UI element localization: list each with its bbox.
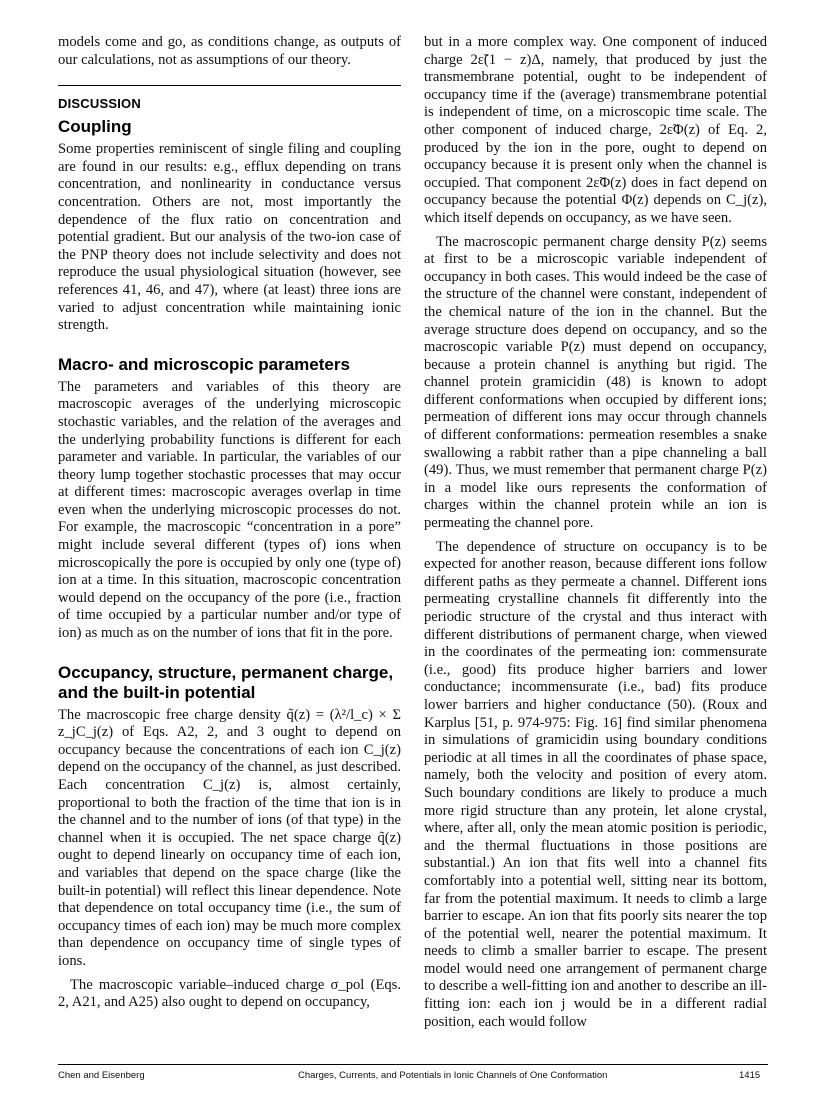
paragraph-permanent-charge: The macroscopic permanent charge density P(z) seems at first to be a microscopic variable independent of occupancy in both cases. This would indeed be the case of the structure of the channel were constant, independent of the chemical nature of the ion in the channel. But the average structure does depend on occupancy, and so the macroscopic variable P(z) must depend on occupancy, because a protein channel is anything but rigid. The channel protein gramicidin (48) is known to adopt different conformations when occupied by different ions; permeation of different ions may occur through channels of different conformations: permeation resembles a snake swallowing a rabbit rather than a pipe channeling a ball (49). Thus, we must remember that permanent charge P(z) in a model like ours represents the conformation of charges within the channel protein while an ion is permeating the channel pore. [424,233,767,532]
footer-rule [58,1064,768,1065]
subsection-heading-occupancy: Occupancy, structure, permanent charge, and the built-in potential [58,662,394,702]
paragraph-structure-occupancy: The dependence of structure on occupancy is to be expected for another reason, because different ions follow different paths as they permeate a channel. Different ions permeating crystalline channels fit differently into the periodic structure of the crystal and thus interact with different distributions of permanent charge, when viewed in the coordinates of the permeating ion: commensurate (i.e., good) fits produce higher barriers and lower conductance; incommensurate (i.e., bad) fits produce lower barriers and higher conductance (50). (Roux and Karplus [51, p. 974-975: Fig. 16] find similar phenomena in simulations of gramicidin using boundary conditions periodic at all times in all the coordinates of phase space, namely, both the velocity and position of every atom. Such boundary conditions are likely to produce a much more rigid structure than any protein, let alone crystal, where, after all, only the mean atomic position is periodic, and the thermal fluctuations in those positions are substantial.) An ion that fits well into a channel fits comfortably into a potential well, sitting near its bottom, far from the potential maximum. It needs to climb a large barrier to escape. An ion that fits poorly sits nearer the top of the potential well, nearer the potential maximum. It needs to climb a smaller barrier to escape. The present model would need one arrangement of permanent charge to describe a well-fitting ion and another to describe an ill-fitting ion: each ion j would be in a different radial position, each would follow [424,538,767,1030]
paragraph-occupancy-2: The macroscopic variable–induced charge σ_pol (Eqs. 2, A21, and A25) also ought to depend on occupancy, [58,976,401,1011]
footer-title: Charges, Currents, and Potentials in Ionic Channels of One Conformation [298,1070,608,1081]
continued-paragraph: models come and go, as conditions change, as outputs of our calculations, not as assumptions of our theory. [58,34,401,68]
section-rule [58,85,401,86]
footer-authors: Chen and Eisenberg [58,1070,145,1081]
paragraph-coupling: Some properties reminiscent of single filing and coupling are found in our results: e.g., efflux depending on trans concentration, and nonlinearity in conductance versus concentration. Others are not, most importantly the dependence of the flux ratio on concentration and potential gradient. But our analysis of the two-ion case of the PNP theory does not include selectivity and does not reproduce the usual physiological situation (however, see references 41, 46, and 47), where (at least) three ions are varied to adjust concentration while maintaining ionic strength. [58,141,401,334]
subsection-heading-coupling: Coupling [58,117,132,137]
section-heading: DISCUSSION [58,96,141,112]
paragraph-induced-charge: but in a more complex way. One component of induced charge 2ε̃(1 − z)Δ, namely, that produced by just the transmembrane potential, ought to be independent of occupancy time if the (average) transmembrane potential is independent of time, on a microscopic time scale. The other component of induced charge, 2ε̃Φ(z) of Eq. 2, produced by the ion in the pore, ought to depend on occupancy because it is present only when the channel is occupied. That component 2ε̃Φ(z) does in fact depend on occupancy because the potential Φ(z) depends on C_j(z), which itself depends on occupancy, as we have seen. [424,34,767,226]
subsection-heading-macro: Macro- and microscopic parameters [58,354,350,374]
paragraph-macro: The parameters and variables of this theory are macroscopic averages of the underlying microscopic stochastic variables, and the relation of the averages and the underlying probability functions is different for each parameter and variable. In particular, the variables of our theory lump together stochastic processes that may occur at different times: macroscopic averages overlap in time even when the underlying microscopic processes do not. For example, the macroscopic “concentration in a pore” might include several different (types of) ions when microscopically the pore is occupied by only one (type of) ion at a time. In this situation, macroscopic concentration would depend on the occupancy of the pore (i.e., fraction of time occupied by a particular number and/or type of ion) as much as on the number of ions that fit in the pore. [58,378,401,642]
page-number: 1415 [739,1070,761,1081]
left-column [58,34,401,1012]
paragraph-occupancy-1: The macroscopic free charge density q̃(z) = (λ²/l_c) × Σ z_jC_j(z) of Eqs. A2, 2, and 3 ought to depend on occupancy because the concentrations of each ion C_j(z) depend on the occupancy of the channel, as just described. Each concentration C_j(z) is, almost certainly, proportional to both the fraction of the time that ion is in the channel and to the number of ions (of that type) in the channel when it is occupied. The net space charge q̃(z) ought to depend linearly on occupancy time of each ion, and variables that depend on the space charge (like the built-in potential) will reflect this linear dependence. Note that dependence on total occupancy time (i.e., the sum of occupancy times of each ion) may be much more complex than dependence on occupancy time of single types of ions. [58,706,401,969]
right-column [424,34,767,1031]
